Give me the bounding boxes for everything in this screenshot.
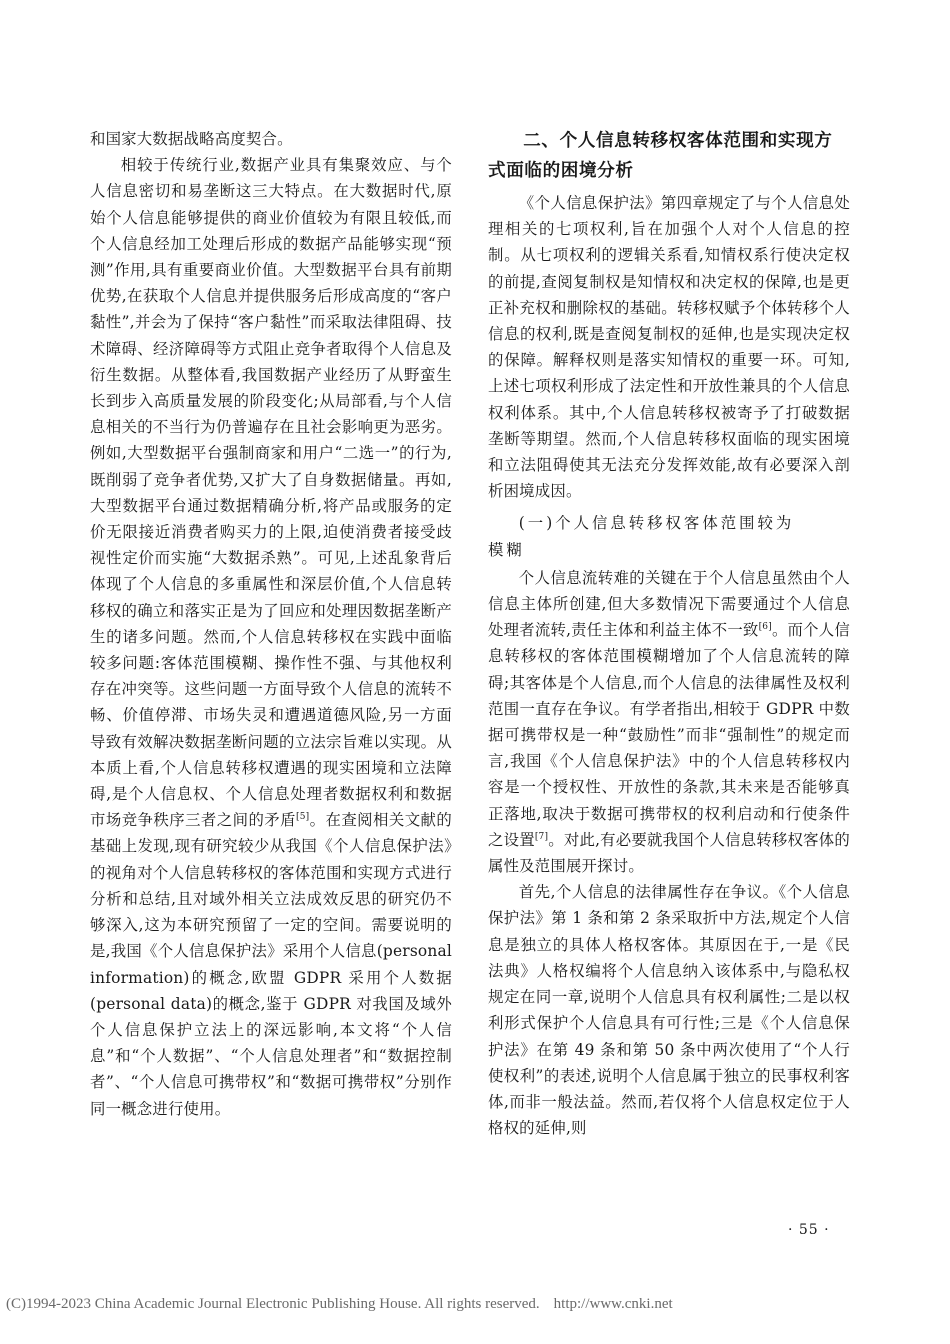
paragraph-seven-rights: 《个人信息保护法》第四章规定了与个人信息处理相关的七项权利,旨在加强个人对个人信息的控制。从七项权利的逻辑关系看,知情权系行使决定权的前提,查阅复制权是知情权和决定权的保障,也是更正补充权和删除权的基础。转移权赋予个体转移个人信息的权利,既是查阅复制权的延伸,也是实现决定权的保障。解释权则是落实知情权的重要一环。可知,上述七项权利形成了法定性和开放性兼具的个人信息权利体系。其中,个人信息转移权被寄予了打破数据垄断等期望。然而,个人信息转移权面临的现实困境和立法阻碍使其无法充分发挥效能,故有必要深入剖析困境成因。 [488,194,850,501]
right-column [488,126,850,1141]
citation-ref-6[interactable]: [6] [758,622,772,633]
paragraph-flow-difficulty [488,565,850,879]
section-heading-line2: 式面临的困境分析 [488,160,634,181]
citation-ref-7[interactable]: [7] [534,831,549,842]
paragraph-continued: 和国家大数据战略高度契合。 [90,130,293,148]
subsection-heading [488,510,850,562]
copyright-notice: (C)1994-2023 China Academic Journal Electronic Publishing House. All rights reserved. [6,1296,540,1312]
paragraph-legal-attribute: 首先,个人信息的法律属性存在争议。《个人信息保护法》第 1 条和第 2 条采取折中方法,规定个人信息是独立的具体人格权客体。其原因在于,一是《民法典》人格权编将个人信息纳入该体系中,与隐私权规定在同一章,说明个人信息具有权利属性;二是以权利形式保护个人信息具有可行性;三是《个人信息保护法》在第 49 条和第 50 条中两次使用了“个人行使权利”的表述,说明个人信息属于独立的民事权利客体,而非一般法益。然而,若仅将个人信息权定位于人格权的延伸,则 [488,883,850,1138]
paragraph-text: 相较于传统行业,数据产业具有集聚效应、与个人信息密切和易垄断这三大特点。在大数据时代,原始个人信息能够提供的商业价值较为有限且较低,而个人信息经加工处理后形成的数据产品能够实现“预测”作用,具有重要商业价值。大型数据平台具有前期优势,在获取个人信息并提供服务后形成高度的“客户黏性”,并会为了保持“客户黏性”而采取法律阻碍、技术障碍、经济障碍等方式阻止竞争者取得个人信息及衍生数据。从整体看,我国数据产业经历了从野蛮生长到步入高质量发展的阶段变化;从局部看,与个人信息相关的不当行为仍普遍存在且社会影响更为恶劣。例如,大型数据平台强制商家和用户“二选一”的行为,既削弱了竞争者优势,又扩大了自身数据储量。再如,大型数据平台通过数据精确分析,将产品或服务的定价无限接近消费者购买力的上限,迫使消费者接受歧视性定价而实施“大数据杀熟”。可见,上述乱象背后体现了个人信息的多重属性和深层价值,个人信息转移权的确立和落实正是为了回应和处理因数据垄断产生的诸多问题。然而,个人信息转移权在实践中面临较多问题:客体范围模糊、操作性不强、与其他权利存在冲突等。这些问题一方面导致个人信息的流转不畅、价值停滞、市场失灵和遭遇道德风险,另一方面导致有效解决数据垄断问题的立法宗旨难以实现。从本质上看,个人信息转移权遭遇的现实困境和立法障碍,是个人信息权、个人信息处理者数据权利和数据市场竞争秩序三者之间的矛盾 [90,156,452,830]
section-heading-line1: 二、个人信息转移权客体范围和实现方 [523,130,833,151]
page-number: · 55 · [788,1222,830,1238]
footer-url-link[interactable]: http://www.cnki.net [553,1296,673,1312]
citation-ref-5[interactable]: [5] [296,812,310,823]
footer [6,1296,944,1313]
paragraph-text: 。而个人信息转移权的客体范围模糊增加了个人信息流转的障碍;其客体是个人信息,而个人信息的法律属性及权利范围一直存在争议。有学者指出,相较于 GDPR 中数据可携带权是一种“鼓励性”而非“强制性”的规定而言,我国《个人信息保护法》中的个人信息转移权内容是一个授权性、开放性的条款,其未来是否能够真正落地,取决于数据可携带权的权利启动和行使条件之设置 [488,621,850,849]
subsection-heading-line1: (一)个人信息转移权客体范围较为 [518,514,795,533]
paragraph-text: 个人信息流转难的关键在于个人信息虽然由个人信息主体所创建,但大多数情况下需要通过个人信息处理者流转,责任主体和利益主体不一致 [488,568,850,640]
left-column [90,126,452,1122]
section-heading [488,126,850,186]
paragraph-data-industry [90,152,452,1122]
subsection-heading-line2: 模糊 [488,540,525,559]
paragraph-text-end: 。在查阅相关文献的基础上发现,现有研究较少从我国《个人信息保护法》的视角对个人信息转移权的客体范围和实现方式进行分析和总结,且对域外相关立法成效反思的研究仍不够深入,这为本研究预留了一定的空间。需要说明的是,我国《个人信息保护法》采用个人信息(personal information)的概念,欧盟 GDPR 采用个人数据(personal data)的概念,鉴于 GDPR 对我国及域外个人信息保护立法上的深远影响,本文将“个人信息”和“个人数据”、“个人信息处理者”和“数据控制者”、“个人信息可携带权”和“数据可携带权”分别作同一概念进行使用。 [90,811,452,1118]
paragraph-text: 。对此,有必要就我国个人信息转移权客体的属性及范围展开探讨。 [488,830,850,876]
